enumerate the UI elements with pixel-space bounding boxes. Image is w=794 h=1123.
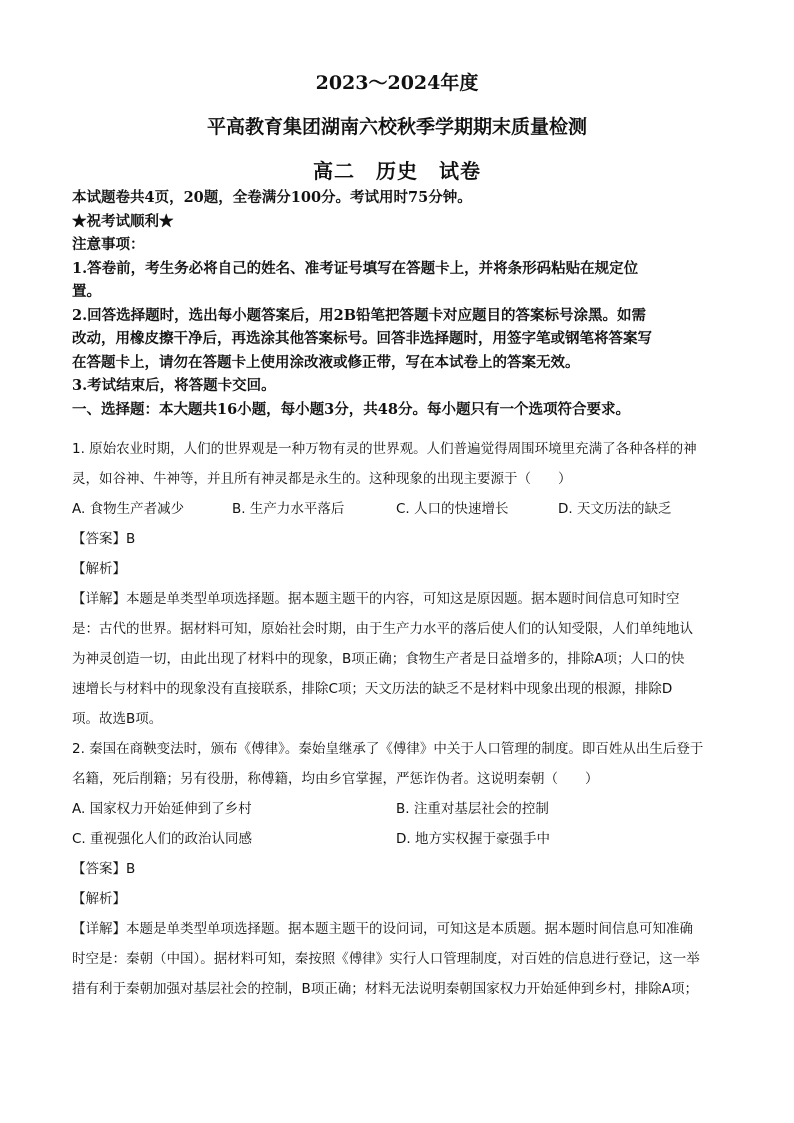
notice-item-1-cont: 置。 — [72, 283, 101, 300]
question-2-options-row-2 — [72, 824, 732, 854]
exam-year: 2023～2024年度 — [315, 72, 479, 94]
option-a: A. 国家权力开始延伸到了乡村 — [72, 801, 252, 817]
question-1-stem: 1. 原始农业时期，人们的世界观是一种万物有灵的世界观。人们普遍觉得周围环境里充满了各种各样的神 — [72, 441, 697, 457]
question-1-stem-cont: 灵，如谷神、牛神等，并且所有神灵都是永生的。这种现象的出现主要源于（ ） — [72, 471, 572, 487]
question-1-detail: 为神灵创造一切，由此出现了材料中的现象，B项正确；食物生产者是日益增多的，排除A项；人口的快 — [72, 651, 685, 667]
question-1-analysis-label: 【解析】 — [72, 561, 126, 577]
question-1-detail: 项。故选B项。 — [72, 711, 163, 727]
question-1-answer: 【答案】B — [72, 531, 136, 547]
notice-title: 注意事项： — [72, 236, 145, 253]
question-2-answer: 【答案】B — [72, 861, 136, 877]
option-d: D. 地方实权握于豪强手中 — [396, 831, 550, 847]
notice-item-2: 2.回答选择题时，选出每小题答案后，用2B铅笔把答题卡对应题目的答案标号涂黑。如需 — [72, 306, 646, 324]
question-2-options-row-1 — [72, 794, 732, 824]
question-2-stem: 2. 秦国在商鞅变法时，颁布《傅律》。秦始皇继承了《傅律》中关于人口管理的制度。即百姓从出生后登于 — [72, 741, 704, 757]
question-2-detail: 【详解】本题是单类型单项选择题。据本题主题干的设问词，可知这是本质题。据本题时间信息可知准确 — [72, 921, 693, 937]
question-1-options — [72, 494, 732, 524]
question-2-detail: 时空是：秦朝（中国）。据材料可知，秦按照《傅律》实行人口管理制度，对百姓的信息进行登记，这一举 — [72, 951, 700, 967]
question-2-stem-cont: 名籍，死后削籍；另有役册，称傅籍，均由乡官掌握，严惩诈伪者。这说明秦朝（ ） — [72, 771, 599, 787]
notice-item-2-cont: 在答题卡上，请勿在答题卡上使用涂改液或修正带，写在本试卷上的答案无效。 — [72, 353, 580, 371]
option-b: B. 注重对基层社会的控制 — [396, 801, 549, 817]
option-b: B. 生产力水平落后 — [232, 501, 345, 517]
option-c: C. 重视强化人们的政治认同感 — [72, 831, 253, 847]
question-1-detail: 【详解】本题是单类型单项选择题。据本题主题干的内容，可知这是原因题。据本题时间信息可知时空 — [72, 591, 680, 607]
question-block — [72, 434, 732, 1004]
question-2-analysis-label: 【解析】 — [72, 891, 126, 907]
section-heading: 一、选择题：本大题共16小题，每小题3分，共48分。每小题只有一个选项符合要求。 — [72, 400, 630, 418]
notice-item-1: 1.答卷前，考生务必将自己的姓名、准考证号填写在答题卡上，并将条形码粘贴在规定位 — [72, 259, 639, 277]
question-1-detail: 是：古代的世界。据材料可知，原始社会时期，由于生产力水平的落后使人们的认知受限，人们单纯地认 — [72, 621, 693, 637]
option-a: A. 食物生产者减少 — [72, 501, 185, 517]
option-c: C. 人口的快速增长 — [396, 501, 509, 517]
exam-subject: 高二 历史 试卷 — [313, 159, 481, 183]
exam-summary: 本试题卷共4页，20题，全卷满分100分。考试用时75分钟。 — [72, 189, 472, 206]
question-2-detail: 措有利于秦朝加强对基层社会的控制，B项正确；材料无法说明秦朝国家权力开始延伸到乡村，排除A项； — [72, 981, 698, 997]
question-1-detail: 速增长与材料中的现象没有直接联系，排除C项；天文历法的缺乏不是材料中现象出现的根源，排除D — [72, 681, 673, 697]
option-d: D. 天文历法的缺乏 — [558, 501, 672, 517]
good-luck-line: ★祝考试顺利★ — [72, 212, 174, 230]
exam-instructions — [72, 186, 732, 421]
exam-name: 平高教育集团湖南六校秋季学期期末质量检测 — [206, 116, 587, 138]
notice-item-3: 3.考试结束后，将答题卡交回。 — [72, 377, 276, 394]
notice-item-2-cont: 改动，用橡皮擦干净后，再选涂其他答案标号。回答非选择题时，用签字笔或钢笔将答案写 — [72, 330, 652, 347]
